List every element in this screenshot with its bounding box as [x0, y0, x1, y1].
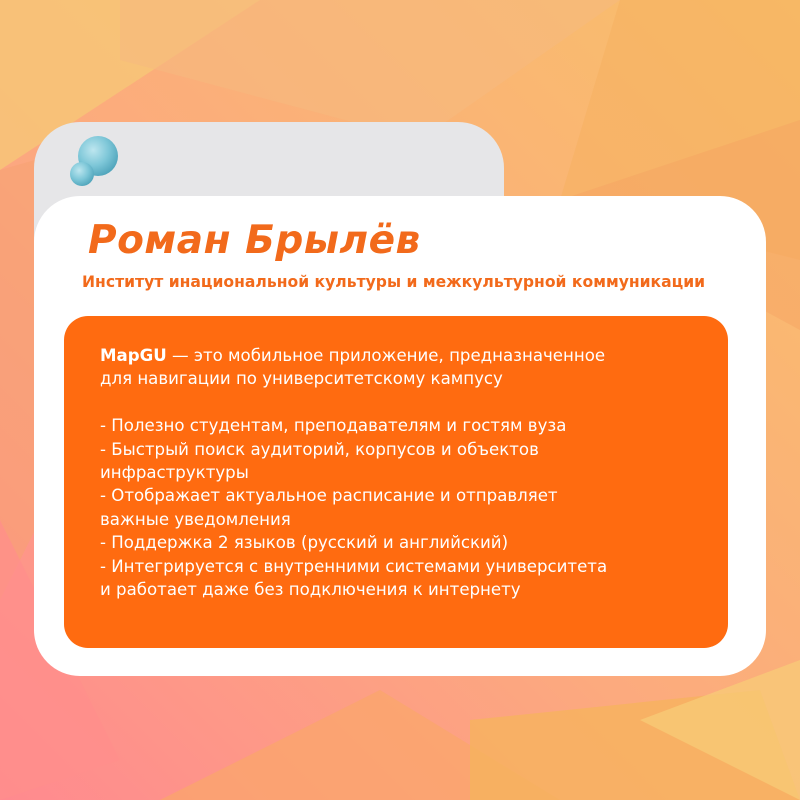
- bullet-line: - Поддержка 2 языков (русский и английский): [100, 533, 509, 553]
- intro-line: [100, 344, 720, 367]
- person-name: Роман Брылёв: [88, 218, 421, 263]
- bullet-line: важные уведомления: [100, 509, 291, 529]
- bullet-line: и работает даже без подключения к интернету: [100, 580, 521, 600]
- intro-text: — это мобильное приложение, предназначенное: [166, 346, 606, 365]
- app-name: MapGU: [100, 346, 167, 365]
- bullet-line: - Полезно студентам, преподавателям и гостям вуза: [100, 416, 567, 436]
- description-text: [100, 344, 720, 601]
- bullet-line: - Интегрируется с внутренними системами университета: [100, 556, 608, 576]
- bullet-line: инфраструктуры: [100, 463, 249, 483]
- spacer: [100, 391, 720, 414]
- bullet-line: - Отображает актуальное расписание и отправляет: [100, 486, 558, 506]
- institute-name: Институт инациональной культуры и межкультурной коммуникации: [82, 273, 706, 291]
- bullet-line: - Быстрый поиск аудиторий, корпусов и объектов: [100, 439, 539, 459]
- intro-line-2: для навигации по университетскому кампусу: [100, 369, 503, 389]
- pushpin-icon: [62, 130, 126, 194]
